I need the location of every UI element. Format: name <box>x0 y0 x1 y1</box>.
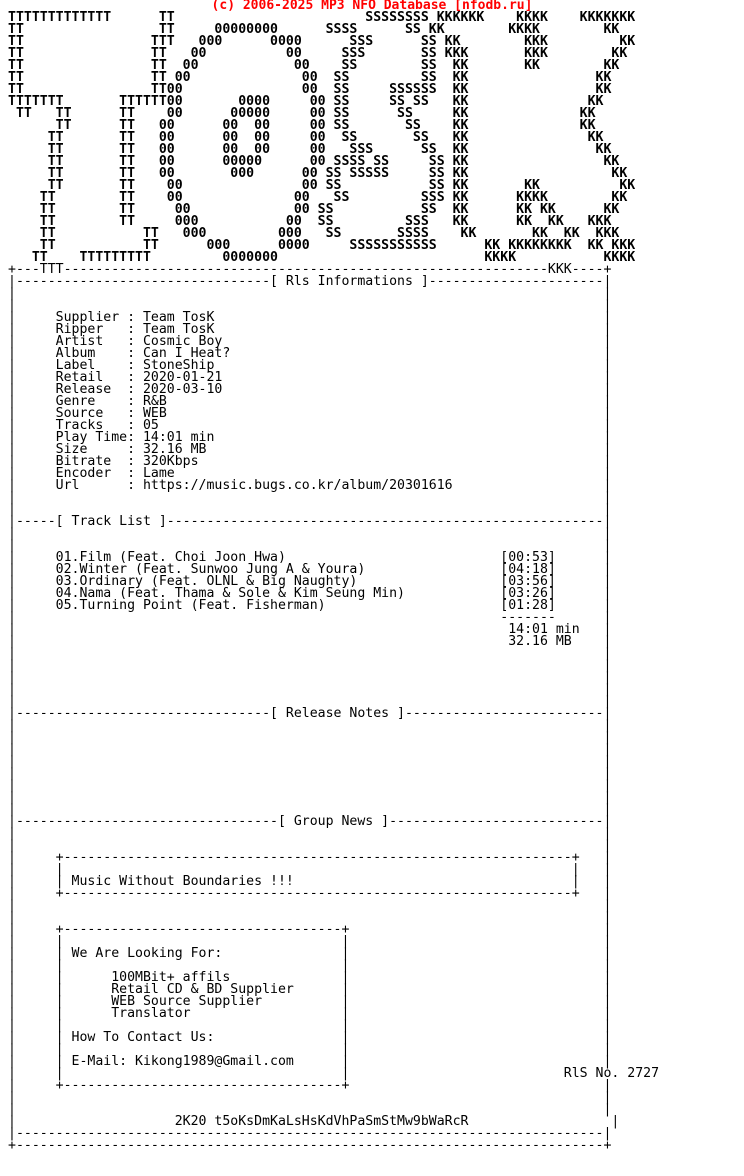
nfo-line: | 04.Nama (Feat. Thama & Sole & Kim Seung Min) [03:26] | <box>8 586 612 601</box>
nfo-line: | +----------------------------------------------------------------+ | <box>8 886 612 901</box>
nfo-line: | | <box>8 526 612 541</box>
nfo-line: | Size : 32.16 MB | <box>8 442 612 457</box>
nfo-line: | 02.Winter (Feat. Sunwoo Jung A & Youra) [04:18] | <box>8 562 612 577</box>
nfo-line: | | WEB Source Supplier | | <box>8 994 612 1009</box>
nfo-line: | | | | <box>8 958 612 973</box>
nfo-line: | | <box>8 766 612 781</box>
nfo-line: |--------------------------------[ Rls Informations ]----------------------| <box>8 274 612 289</box>
nfo-content <box>8 264 659 1152</box>
nfo-line: | Genre : R&B | <box>8 394 612 409</box>
nfo-line: | | <box>8 658 612 673</box>
nfo-line: | +----------------------------------------------------------------+ | <box>8 850 612 865</box>
logo-line: TT TT 00 000 00 SS SSSSS SS KK KK <box>8 166 628 181</box>
logo-line: TT TT 000 0000 SSSSSSSSSSS KK KKKKKKKK KK KKK <box>8 238 636 253</box>
nfo-line: | Ripper : Team TosK | <box>8 322 612 337</box>
logo-line: TT TT00 00 SS SSSSSS KK KK <box>8 82 612 97</box>
nfo-line: | Retail : 2020-01-21 | <box>8 370 612 385</box>
nfo-line: | | <box>8 898 612 913</box>
logo-line: TT TT 00 00 SS SSS KK KKKK KK <box>8 190 628 205</box>
nfo-line: | +-----------------------------------+ | <box>8 922 612 937</box>
nfo-line: | Play Time: 14:01 min | <box>8 430 612 445</box>
nfo-line: | Artist : Cosmic Boy | <box>8 334 612 349</box>
nfo-line: | | | | <box>8 1042 612 1057</box>
nfo-line: | ------- | <box>8 610 612 625</box>
nfo-line: | | Retail CD & BD Supplier | | <box>8 982 612 997</box>
nfo-line: | Url : https://music.bugs.co.kr/album/20301616 | <box>8 478 612 493</box>
nfo-line: | | <box>8 1102 612 1117</box>
nfo-line: | | How To Contact Us: | | <box>8 1030 612 1045</box>
nfo-line: | | We Are Looking For: | | <box>8 946 612 961</box>
nfo-line: | | <box>8 682 612 697</box>
nfo-line: |-----[ Track List ]-------------------------------------------------------| <box>8 514 612 529</box>
logo-line: TT TT 000 000 SS SSSS KK KK KK KKK <box>8 226 620 241</box>
nfo-line: | | Music Without Boundaries !!! | | <box>8 874 612 889</box>
nfo-line: | | <box>8 802 612 817</box>
nfo-line: | | <box>8 838 612 853</box>
nfo-line: |--------------------------------[ Release Notes ]-------------------------| <box>8 706 612 721</box>
nfo-line: | 01.Film (Feat. Choi Joon Hwa) [00:53] | <box>8 550 612 565</box>
nfo-line: | | <box>8 538 612 553</box>
nfo-line: | 03.Ordinary (Feat. OLNL & Big Naughty) [03:56] | <box>8 574 612 589</box>
ascii-logo <box>8 12 659 264</box>
nfo-line: | | | | <box>8 934 612 949</box>
nfo-line: | 2K20 t5oKsDmKaLsHsKdVhPaSmStMw9bWaRcR | <box>8 1114 620 1129</box>
logo-line: TT TTTTTTTTT 0000000 KKKK KKKK <box>8 250 636 265</box>
logo-line: TT TT 00000000 SSSS SS KK KKKK KK <box>8 22 620 37</box>
nfo-line: | Encoder : Lame | <box>8 466 612 481</box>
nfo-line: |--------------------------------------------------------------------------| <box>8 1126 612 1141</box>
nfo-line: |---------------------------------[ Group News ]---------------------------| <box>8 814 612 829</box>
nfo-line: | | <box>8 1090 612 1105</box>
logo-line: TT TT 00 00 00 00 SS SS KK KK <box>8 130 604 145</box>
nfo-line: +--------------------------------------------------------------------------+ <box>8 1138 612 1153</box>
nfo-line: | | | RlS No. 2727 <box>8 1066 660 1081</box>
nfo-line: | | Translator | | <box>8 1006 612 1021</box>
nfo-line: | Tracks : 05 | <box>8 418 612 433</box>
nfo-line: | 14:01 min | <box>8 622 612 637</box>
nfo-line: | 05.Turning Point (Feat. Fisherman) [01:28] | <box>8 598 612 613</box>
nfo-line: +---TTT-------------------------------------------------------------KKK----+ <box>8 262 612 277</box>
nfo-line: | | <box>8 826 612 841</box>
nfo-line: | | <box>8 718 612 733</box>
nfo-line: | | <box>8 742 612 757</box>
nfo-line: | | <box>8 502 612 517</box>
nfo-line: | | <box>8 670 612 685</box>
nfo-line: | | <box>8 778 612 793</box>
logo-line: TT TT 00 00 SS SS KK KK KK <box>8 178 636 193</box>
nfo-line: | | <box>8 286 612 301</box>
nfo-line: | | E-Mail: Kikong1989@Gmail.com | | <box>8 1054 612 1069</box>
nfo-line: | | <box>8 298 612 313</box>
logo-line: TT TT 00 00000 00 SSSS SS SS KK KK <box>8 154 620 169</box>
nfo-document <box>8 12 659 1152</box>
nfo-line: | | <box>8 790 612 805</box>
nfo-line: | Supplier : Team TosK | <box>8 310 612 325</box>
nfo-line: | | <box>8 694 612 709</box>
nfo-line: | | <box>8 490 612 505</box>
logo-line: TTTTTTTTTTTTT TT SSSSSSSS KKKKKK KKKK KKKKKKK <box>8 10 636 25</box>
logo-line: TT TT 00 00 SSS SS KKK KKK KK <box>8 46 628 61</box>
logo-line: TTTTTTT TTTTTT00 0000 00 SS SS SS KK KK <box>8 94 604 109</box>
nfo-line: | Album : Can I Heat? | <box>8 346 612 361</box>
nfo-line: | | 100MBit+ affils | | <box>8 970 612 985</box>
nfo-line: | | | | <box>8 862 612 877</box>
nfo-line: | | <box>8 730 612 745</box>
logo-line: TT TT 00 00 00 00 SSS SS KK KK <box>8 142 612 157</box>
nfo-line: | | <box>8 910 612 925</box>
nfo-line: | | <box>8 754 612 769</box>
nfo-line: | Label : StoneShip | <box>8 358 612 373</box>
copyright-header: (c) 2006-2025 MP3 NFO Database [nfodb.ru] <box>211 0 533 13</box>
nfo-line: | Release : 2020-03-10 | <box>8 382 612 397</box>
logo-line: TT TT 00 00 00 00 SS SS KK KK <box>8 118 596 133</box>
nfo-line: | | | | <box>8 1018 612 1033</box>
logo-line: TT TT 00 00 SS SS KK KK KK <box>8 58 620 73</box>
nfo-line: | | <box>8 646 612 661</box>
logo-line: TT TT 00 00 SS SS KK KK KK KK <box>8 202 620 217</box>
nfo-line: | Bitrate : 320Kbps | <box>8 454 612 469</box>
nfo-line: | 32.16 MB | <box>8 634 612 649</box>
logo-line: TT TT TT 00 00000 00 SS SS KK KK <box>8 106 596 121</box>
nfo-line: | Source : WEB | <box>8 406 612 421</box>
logo-line: TT TT 000 00 SS SSS KK KK KK KKK <box>8 214 612 229</box>
logo-line: TT TT 00 00 SS SS KK KK <box>8 70 612 85</box>
nfo-line: | +-----------------------------------+ | <box>8 1078 612 1093</box>
logo-line: TT TTT 000 0000 SSS SS KK KKK KK <box>8 34 636 49</box>
